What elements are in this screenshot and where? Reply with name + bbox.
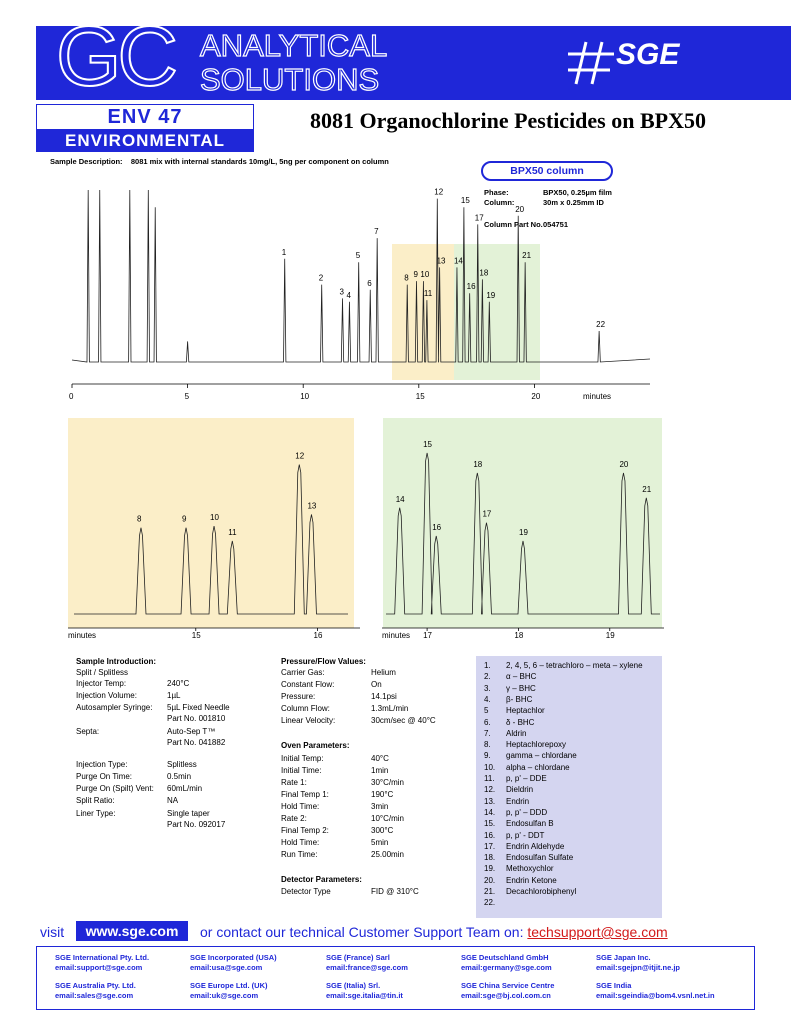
inset-tick-label: 18 xyxy=(514,631,524,640)
param-value: Part No. 041882 xyxy=(167,738,226,747)
param-value: Part No. 092017 xyxy=(167,820,226,829)
office-email[interactable]: email:support@sge.com xyxy=(55,963,143,972)
sample-intro-heading: Sample Introduction: xyxy=(76,657,156,666)
param-label: Liner Type: xyxy=(76,809,116,818)
office-footer xyxy=(36,946,755,1010)
peak-label: 1 xyxy=(281,247,287,257)
param-value: FID @ 310°C xyxy=(371,887,419,896)
compound-name: δ - BHC xyxy=(506,717,535,727)
peak-label: 12 xyxy=(434,187,444,197)
inset-peak-label: 19 xyxy=(519,527,528,537)
compound-name: p, p' – DDD xyxy=(506,807,548,817)
sample-description-label: Sample Description: xyxy=(50,157,123,166)
param-label: Septa: xyxy=(76,727,100,736)
param-value: NA xyxy=(167,796,179,805)
inset-chart-1 xyxy=(60,418,370,643)
param-label: Column Flow: xyxy=(281,704,330,713)
inset1-trace xyxy=(74,465,348,614)
param-value: Single taper xyxy=(167,809,210,818)
param-label: Initial Time: xyxy=(281,766,322,775)
office-email[interactable]: email:france@sge.com xyxy=(326,963,408,972)
peak-label: 13 xyxy=(436,256,446,266)
compound-number: 13. xyxy=(484,796,496,806)
param-value: 240°C xyxy=(167,679,190,688)
compound-number: 20. xyxy=(484,875,496,885)
compound-legend xyxy=(476,656,662,918)
compound-name: Endrin Ketone xyxy=(506,875,557,885)
param-label: Split Ratio: xyxy=(76,796,115,805)
compound-number: 8. xyxy=(484,740,491,750)
compound-number: 6. xyxy=(484,717,491,727)
inset-chart-2 xyxy=(376,418,676,643)
sge-logo xyxy=(568,34,718,90)
office-email[interactable]: email:sge@bj.col.com.cn xyxy=(461,991,551,1000)
compound-number: 15. xyxy=(484,819,496,829)
pressure-heading: Pressure/Flow Values: xyxy=(281,657,366,666)
support-email-link[interactable]: techsupport@sge.com xyxy=(527,924,668,940)
inset-peak-label: 9 xyxy=(182,514,187,524)
compound-number: 16. xyxy=(484,830,496,840)
param-label: Hold Time: xyxy=(281,838,320,847)
param-label: Final Temp 2: xyxy=(281,826,329,835)
phase-value: BPX50, 0.25µm film xyxy=(543,188,612,197)
office-name: SGE Australia Pty. Ltd. xyxy=(55,981,136,990)
office-email[interactable]: email:sgeindia@bom4.vsnl.net.in xyxy=(596,991,715,1000)
peak-label: 20 xyxy=(515,204,525,214)
contact-text: or contact our technical Customer Support Team on: xyxy=(200,924,524,940)
office-name: SGE Europe Ltd. (UK) xyxy=(190,981,268,990)
param-label: Run Time: xyxy=(281,850,318,859)
compound-name: β- BHC xyxy=(506,694,533,704)
compound-name: α – BHC xyxy=(506,672,537,682)
param-value: 190°C xyxy=(371,790,394,799)
param-label: Constant Flow: xyxy=(281,680,335,689)
param-label: Final Temp 1: xyxy=(281,790,329,799)
website-link[interactable]: www.sge.com xyxy=(76,921,188,941)
column-part-label: Column Part No. xyxy=(484,220,543,229)
param-label: Initial Temp: xyxy=(281,754,324,763)
param-label: Carrier Gas: xyxy=(281,668,325,677)
compound-number: 17. xyxy=(484,841,496,851)
sample-intro-mode: Split / Splitless xyxy=(76,668,129,677)
param-label: Purge On (Spilt) Vent: xyxy=(76,784,154,793)
param-value: 1min xyxy=(371,766,389,775)
peak-label: 3 xyxy=(339,287,344,297)
compound-name: gamma – chlordane xyxy=(506,751,577,761)
compound-number: 18. xyxy=(484,853,496,863)
peak-label: 15 xyxy=(460,196,470,206)
param-value: 60mL/min xyxy=(167,784,203,793)
peak-label: 19 xyxy=(486,290,496,300)
param-value: 14.1psi xyxy=(371,692,397,701)
visit-text: visit xyxy=(40,924,65,940)
analytical-text: ANALYTICAL xyxy=(200,28,388,63)
param-value: 25.00min xyxy=(371,850,404,859)
param-label: Rate 1: xyxy=(281,778,307,787)
inset-peak-label: 13 xyxy=(307,501,317,511)
compound-name: Decachlorobiphenyl xyxy=(506,887,577,896)
compound-name: Heptachlorepoxy xyxy=(506,740,567,750)
inset-peak-label: 17 xyxy=(482,509,492,519)
peak-label: 11 xyxy=(423,289,433,299)
contact-line xyxy=(200,924,668,940)
param-value: 40°C xyxy=(371,754,389,763)
peak-label: 14 xyxy=(453,256,463,266)
category-band: ENVIRONMENTAL xyxy=(36,130,254,152)
param-label: Pressure: xyxy=(281,692,316,701)
param-label: Linear Velocity: xyxy=(281,716,336,725)
office-name: SGE International Pty. Ltd. xyxy=(55,953,150,962)
main-tick-label: 20 xyxy=(531,392,541,401)
sample-description-text: 8081 mix with internal standards 10mg/L, 5ng per component on column xyxy=(130,157,389,166)
peak-label: 8 xyxy=(404,273,409,283)
param-value: 5min xyxy=(371,838,389,847)
inset-peak-label: 15 xyxy=(423,439,433,449)
main-chromatogram xyxy=(0,180,680,405)
env-code: ENV 47 xyxy=(36,104,254,130)
compound-name: Endrin Aldehyde xyxy=(506,841,565,851)
param-value: 3min xyxy=(371,802,389,811)
compound-number: 14. xyxy=(484,807,496,817)
param-label: Injection Volume: xyxy=(76,691,137,700)
peak-label: 6 xyxy=(367,278,372,288)
peak-label: 2 xyxy=(318,273,324,283)
inset1-x-unit: minutes xyxy=(68,631,97,640)
peak-label: 16 xyxy=(466,282,476,292)
param-label: Detector Type xyxy=(281,887,331,896)
peak-label: 22 xyxy=(596,320,606,330)
inset-peak-label: 21 xyxy=(642,484,652,494)
inset-peak-label: 10 xyxy=(210,513,219,523)
office-email[interactable]: email:germany@sge.com xyxy=(461,963,552,972)
compound-number: 4. xyxy=(484,694,491,704)
inset-peak-label: 14 xyxy=(395,494,405,504)
compound-name: Heptachlor xyxy=(506,706,545,716)
param-label: Rate 2: xyxy=(281,814,307,823)
office-name: SGE India xyxy=(596,981,632,990)
param-value: Splitless xyxy=(167,760,197,769)
office-name: SGE Deutschland GmbH xyxy=(461,953,549,962)
inset2-x-unit: minutes xyxy=(382,631,411,640)
compound-name: γ – BHC xyxy=(506,683,536,693)
main-trace xyxy=(72,187,650,362)
detector-heading: Detector Parameters: xyxy=(281,875,362,884)
peak-label: 9 xyxy=(413,270,418,280)
compound-name: p, p' - DDT xyxy=(506,830,545,840)
param-value: 5µL Fixed Needle xyxy=(167,703,230,712)
peak-label: 18 xyxy=(479,268,489,278)
peak-label: 17 xyxy=(474,213,484,223)
param-value: 0.5min xyxy=(167,772,192,781)
compound-number: 22. xyxy=(484,898,496,908)
compound-number: 7. xyxy=(484,728,491,738)
param-label: Autosampler Syringe: xyxy=(76,703,153,712)
main-x-unit: minutes xyxy=(583,392,612,401)
main-tick-label: 5 xyxy=(184,392,190,401)
compound-number: 9. xyxy=(484,751,491,761)
param-label: Purge On Time: xyxy=(76,772,133,781)
sge-logo-text: SGE xyxy=(616,38,680,71)
inset-peak-label: 18 xyxy=(473,459,483,469)
sample-description xyxy=(50,157,389,166)
inset-tick-label: 15 xyxy=(191,631,201,640)
inset-peak-label: 20 xyxy=(619,459,629,469)
param-value: Auto-Sep T™ xyxy=(167,727,216,736)
inset-tick-label: 17 xyxy=(423,631,433,640)
inset-peak-label: 16 xyxy=(432,522,442,532)
peak-label: 5 xyxy=(355,251,361,261)
office-name: SGE China Service Centre xyxy=(461,981,555,990)
param-value: Helium xyxy=(371,668,396,677)
param-label: Injector Temp: xyxy=(76,679,127,688)
peak-label: 4 xyxy=(346,290,351,300)
inset-tick-label: 16 xyxy=(313,631,323,640)
param-value: 30°C/min xyxy=(371,778,404,787)
column-label: Column: xyxy=(484,198,515,207)
main-tick-label: 0 xyxy=(69,392,74,401)
office-email[interactable]: email:sgejpn@itjit.ne.jp xyxy=(596,963,680,972)
param-value: 1.3mL/min xyxy=(371,704,409,713)
compound-name: Dieldrin xyxy=(506,785,534,795)
param-value: 300°C xyxy=(371,826,394,835)
compound-number: 2. xyxy=(484,672,491,682)
column-value: 30m x 0.25mm ID xyxy=(543,198,604,207)
inset-peak-label: 8 xyxy=(136,514,142,524)
peak-label: 10 xyxy=(420,270,430,280)
compound-name: p, p' – DDE xyxy=(506,774,547,783)
compound-number: 5 xyxy=(484,706,489,716)
main-tick-label: 10 xyxy=(300,392,310,401)
compound-name: Endosulfan B xyxy=(506,819,554,829)
office-name: SGE (Italia) Srl. xyxy=(326,981,381,990)
solutions-text: SOLUTIONS xyxy=(200,62,380,97)
office-email[interactable]: email:uk@sge.com xyxy=(190,991,259,1000)
column-part-value: 054751 xyxy=(543,220,569,229)
office-name: SGE Japan Inc. xyxy=(596,953,651,962)
office-email[interactable]: email:sge.italia@tin.it xyxy=(326,991,403,1000)
inset-peak-label: 12 xyxy=(295,451,305,461)
compound-number: 10. xyxy=(484,762,496,772)
compound-number: 11. xyxy=(484,774,495,783)
compound-number: 21. xyxy=(484,887,496,896)
office-email[interactable]: email:usa@sge.com xyxy=(190,963,263,972)
phase-label: Phase: xyxy=(484,188,509,197)
peak-label: 7 xyxy=(374,227,379,237)
inset-tick-label: 19 xyxy=(605,631,615,640)
compound-name: alpha – chlordane xyxy=(506,762,570,772)
param-value: Part No. 001810 xyxy=(167,714,226,723)
param-value: On xyxy=(371,680,382,689)
compound-name: Endrin xyxy=(506,796,530,806)
param-value: 30cm/sec @ 40°C xyxy=(371,716,436,725)
compound-number: 12. xyxy=(484,785,496,795)
param-value: 10°C/min xyxy=(371,814,404,823)
compound-number: 3. xyxy=(484,683,491,693)
oven-heading: Oven Parameters: xyxy=(281,741,350,750)
compound-name: 2, 4, 5, 6 – tetrachloro – meta – xylene xyxy=(506,661,643,670)
compound-name: Aldrin xyxy=(506,728,527,738)
compound-number: 1. xyxy=(484,661,491,670)
param-value: 1µL xyxy=(167,691,181,700)
param-label: Hold Time: xyxy=(281,802,320,811)
compound-name: Methoxychlor xyxy=(506,864,554,874)
peak-label: 21 xyxy=(522,251,532,261)
office-email[interactable]: email:sales@sge.com xyxy=(55,991,134,1000)
office-name: SGE (France) Sarl xyxy=(326,953,390,962)
compound-name: Endosulfan Sulfate xyxy=(506,853,574,863)
param-label: Injection Type: xyxy=(76,760,128,769)
compound-number: 19. xyxy=(484,864,496,874)
office-name: SGE Incorporated (USA) xyxy=(190,953,277,962)
column-pill: BPX50 column xyxy=(481,161,613,181)
gc-logo-text: GC xyxy=(56,9,174,103)
page-title: 8081 Organochlorine Pesticides on BPX50 xyxy=(310,108,706,133)
main-tick-label: 15 xyxy=(415,392,425,401)
inset-peak-label: 11 xyxy=(228,527,237,537)
